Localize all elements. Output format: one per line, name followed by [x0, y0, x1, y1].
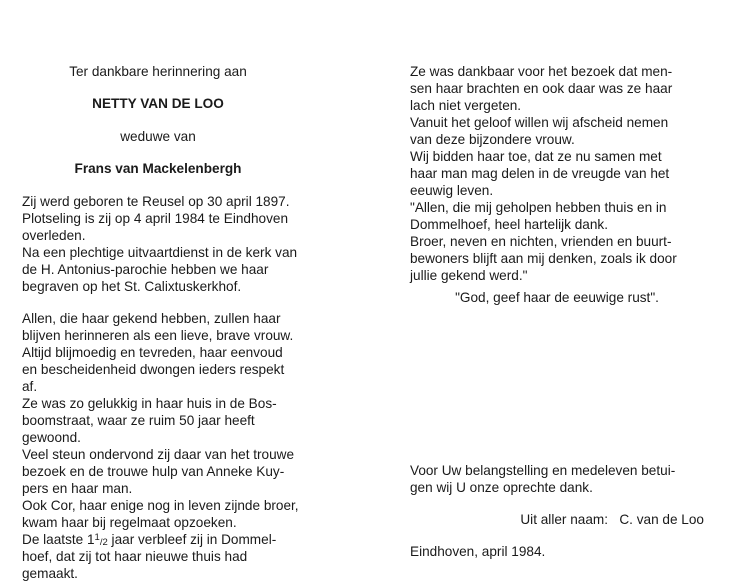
text-line: Veel steun ondervond zij daar van het trouwe: [22, 447, 295, 462]
text-line: eeuwig leven.: [410, 183, 494, 198]
text-line: blijven herinneren als een lieve, brave vrouw.: [22, 328, 294, 343]
text-line: bezoek en de trouwe hulp van Anneke Kuy-: [22, 464, 285, 479]
text-line: begraven op het St. Calixtuskerkhof.: [22, 279, 242, 294]
text-line: van deze bijzondere vrouw.: [410, 132, 575, 147]
text-line: Broer, neven en nichten, vrienden en buurt-: [410, 234, 672, 249]
signature-name: C. van de Loo: [619, 512, 704, 527]
text-line: pers en haar man.: [22, 481, 133, 496]
text-line: Ook Cor, haar enige nog in leven zijnde broer,: [22, 498, 299, 513]
text-line-fraction: De laatste $1^1/2$ jaar verbleef zij in Dommel-: [22, 532, 277, 548]
text-line: Dommelhoef, heel hartelijk dank.: [410, 217, 608, 232]
fraction-numerator: 1: [94, 532, 100, 543]
signature-label: Uit aller naam:: [520, 512, 608, 527]
text-line: boomstraat, waar ze ruim 50 jaar heeft: [22, 413, 255, 428]
text-segment: De laatste 1: [22, 532, 95, 547]
text-line: Plotseling is zij op 4 april 1984 te Eindhoven: [22, 211, 289, 226]
text-line: Vanuit het geloof willen wij afscheid nemen: [410, 115, 669, 130]
text-line: sen haar brachten en ook daar was ze haar: [410, 81, 673, 96]
spouse-name: Frans van Mackelenbergh: [74, 161, 242, 176]
intro-text: Ter dankbare herinnering aan: [69, 64, 247, 79]
prayer-quote: "God, geef haar de eeuwige rust".: [455, 290, 659, 305]
text-line: Na een plechtige uitvaartdienst in de kerk van: [22, 245, 298, 260]
text-line: gen wij U onze oprechte dank.: [410, 480, 593, 495]
text-line: Zij werd geboren te Reusel op 30 april 1897.: [22, 194, 290, 209]
text-line: hoef, dat zij tot haar nieuwe thuis had: [22, 549, 248, 564]
deceased-name: NETTY VAN DE LOO: [92, 96, 224, 111]
relation-text: weduwe van: [120, 129, 196, 144]
text-line: en bescheidenheid dwongen ieders respekt: [22, 362, 285, 377]
text-line: Ze was zo gelukkig in haar huis in de Bos-: [22, 396, 277, 411]
text-line: Allen, die haar gekend hebben, zullen haar: [22, 311, 281, 326]
text-line: kwam haar bij regelmaat opzoeken.: [22, 515, 237, 530]
text-line: af.: [22, 379, 38, 394]
text-line: Voor Uw belangstelling en medeleven betui-: [410, 463, 676, 478]
text-line: Wij bidden haar toe, dat ze nu samen met: [410, 149, 662, 164]
text-segment: jaar verbleef zij in Dommel-: [107, 532, 277, 547]
fraction-denominator: 2: [102, 537, 108, 548]
text-line: gemaakt.: [22, 566, 78, 581]
text-line: bewoners blijft aan mij denken, zoals ik door: [410, 251, 677, 266]
text-line: gewoond.: [22, 430, 81, 445]
text-line: jullie gekend werd.": [410, 268, 528, 283]
text-line: "Allen, die mij geholpen hebben thuis en in: [410, 200, 667, 215]
text-line: de H. Antonius-parochie hebben we haar: [22, 262, 269, 277]
text-line: overleden.: [22, 228, 86, 243]
text-line: Altijd blijmoedig en tevreden, haar eenvoud: [22, 345, 283, 360]
signature: [520, 511, 704, 528]
place-date: Eindhoven, april 1984.: [410, 544, 546, 559]
text-line: lach niet vergeten.: [410, 98, 522, 113]
text-line: Ze was dankbaar voor het bezoek dat men-: [410, 64, 673, 79]
text-line: haar man mag delen in de vreugde van het: [410, 166, 670, 181]
